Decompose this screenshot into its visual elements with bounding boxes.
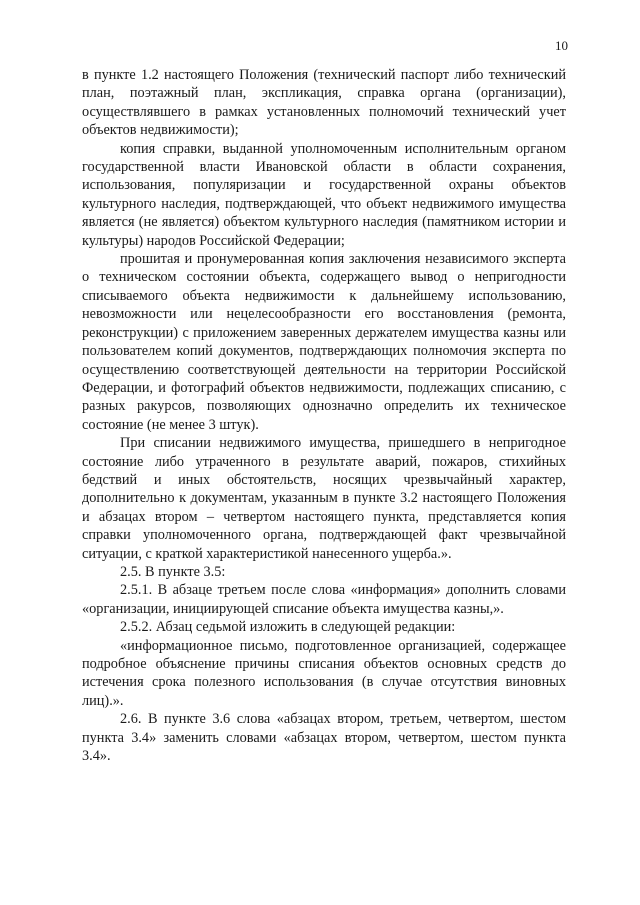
paragraph-info-letter: «информационное письмо, подготовленное организацией, содержащее подробное объяснение причины списания объектов основных средств до истечения срока полезного использования (в случае отсутствия виновных лиц).». — [82, 637, 566, 709]
paragraph-item-2-5: 2.5. В пункте 3.5: — [120, 563, 226, 580]
paragraph-item-2-5-1: 2.5.1. В абзаце третьем после слова «информация» дополнить словами «организации, инициирующей списание объекта имущества казны,». — [82, 582, 566, 617]
paragraph-emergency-writeoff: При списании недвижимого имущества, пришедшего в непригодное состояние либо утраченного в результате аварий, пожаров, стихийных бедствий и иных обстоятельств, носящих чрезвычайный характер, дополнительно к документам, указанным в пункте 3.2 настоящего Положения и абзацах втором – четвертом настоящего пункта, представляется копия справки уполномоченного органа, подтверждающей факт чрезвычайной ситуации, с краткой характеристикой нанесенного ущерба.». — [82, 435, 566, 562]
paragraph-item-2-5-2: 2.5.2. Абзац седьмой изложить в следующей редакции: — [120, 619, 456, 636]
paragraph-heritage-certificate: копия справки, выданной уполномоченным исполнительным органом государственной власти Ивановской области в области сохранения, использования, популяризации и государственной охраны объектов культурного наследия, подтверждающей, что объект недвижимого имущества является (не является) объектом культурного наследия (памятником истории и культуры) народов Российской Федерации; — [82, 140, 566, 249]
document-body — [82, 66, 566, 765]
paragraph-tech-docs: в пункте 1.2 настоящего Положения (технический паспорт либо технический план, поэтажный план, экспликация, справка органа (организации), осуществлявшего в рамках установленных полномочий технический учет объектов недвижимости); — [82, 67, 566, 139]
paragraph-expert-conclusion: прошитая и пронумерованная копия заключения независимого эксперта о техническом состоянии объекта, содержащего вывод о непригодности списываемого объекта недвижимости к дальнейшему использованию, невозможности или нецелесообразности его восстановления (ремонта, реконструкции) с приложением заверенных держателем имущества казны или пользователем копий документов, подтверждающих полномочия эксперта по осуществлению соответствующей деятельности на территории Российской Федерации, и фотографий объектов недвижимости, подлежащих списанию, с разных ракурсов, позволяющих однозначно определить их техническое состояние (не менее 3 штук). — [82, 251, 566, 433]
paragraph-item-2-6: 2.6. В пункте 3.6 слова «абзацах втором, третьем, четвертом, шестом пункта 3.4» заменить словами «абзацах втором, четвертом, шестом пункта 3.4». — [82, 711, 566, 765]
page-number: 10 — [555, 38, 568, 53]
